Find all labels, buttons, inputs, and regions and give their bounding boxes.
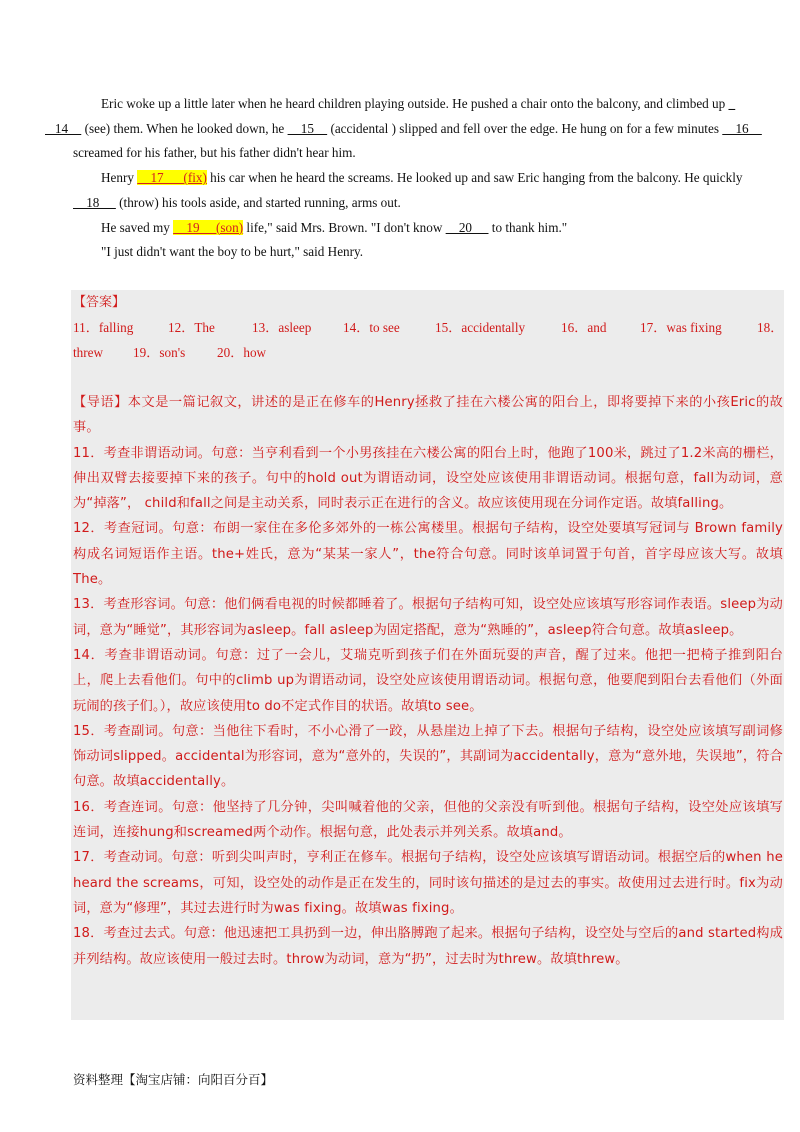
answer-16: 16．and bbox=[561, 320, 607, 336]
blank-19: 19 (son) bbox=[173, 219, 244, 235]
answer-19: 19．son's bbox=[133, 345, 186, 361]
explanation-18: 18．考查过去式。句意：他迅速把工具扔到一边，伸出胳膊跑了起来。根据句子结构，设空处与空后的and started构成并列结构。故应该使用一般过去时。throw为动词，意为“扔”，过去时为threw。故填threw。 bbox=[73, 926, 783, 967]
answer-13: 13．asleep bbox=[252, 320, 312, 336]
intro-note: 【导语】本文是一篇记叙文，讲述的是正在修车的Henry拯救了挂在六楼公寓的阳台上，即将要掉下来的小孩Eric的故事。 bbox=[73, 395, 783, 436]
answer-15: 15．accidentally bbox=[435, 320, 526, 336]
answer-row-1 bbox=[73, 315, 785, 340]
explanation-13: 13．考查形容词。句意：他们俩看电视的时候都睡着了。根据句子结构可知，设空处应该填写形容词作表语。sleep为动词，意为“睡觉”，其形容词为asleep。fall asleep为固定搭配，意为“熟睡的”，asleep符合句意。故填asleep。 bbox=[73, 597, 783, 638]
answer-18-number: 18． bbox=[757, 320, 784, 336]
blank-17: 17 (fix) bbox=[137, 170, 207, 186]
paragraph-3: He saved my 19 (son) life," said Mrs. Brown. "I don't know 20 to thank him." bbox=[101, 219, 568, 235]
blank-16: 16 bbox=[722, 120, 762, 136]
explanation-16: 16．考查连词。句意：他坚持了几分钟，尖叫喊着他的父亲，但他的父亲没有听到他。根据句子结构，设空处应该填写连词，连接hung和screamed两个动作。根据句意，此处表示并列关系。故填and。 bbox=[73, 799, 783, 841]
paragraph-1: Eric woke up a little later when he heard children playing outside. He pushed a chair onto the balcony, and climbed up _ 14 (see) them. When he looked down, he 15 (accidental ) slipped and fell over the edge. He hung on for a few minutes 16 screamed for his father, but his father didn't hear him. bbox=[45, 96, 762, 161]
answer-row-2 bbox=[73, 340, 785, 365]
explanation-12: 12．考查冠词。句意：布朗一家住在多伦多郊外的一栋公寓楼里。根据句子结构，设空处要填写冠词与 Brown family 构成名词短语作主语。the+姓氏，意为“某某一家人”，the符合句意。同时该单词置于句首，首字母应该大写。故填The。 bbox=[73, 521, 783, 588]
blank-20: 20 bbox=[445, 219, 489, 235]
paragraph-4: "I just didn't want the boy to be hurt," said Henry. bbox=[101, 244, 364, 260]
passage bbox=[45, 92, 783, 265]
explanation-14: 14．考查非谓语动词。句意：过了一会儿，艾瑞克听到孩子们在外面玩耍的声音，醒了过来。他把一把椅子推到阳台上，爬上去看他们。句中的climb up为谓语动词，设空处应该使用谓语动词。根据句意，他要爬到阳台去看他们（外面玩闹的孩子们。），故应该使用to do不定式作目的状语。故填to see。 bbox=[73, 647, 783, 714]
answer-14: 14．to see bbox=[343, 320, 400, 336]
explanation-17: 17．考查动词。句意：听到尖叫声时，亨利正在修车。根据句子结构，设空处应该填写谓语动词。根据空后的when he heard the screams，可知，设空处的动作是正在发生的，同时该句描述的是过去的事实。故使用过去进行时。fix为动词，意为“修理”，其过去进行时为was fixing。故填was fixing。 bbox=[73, 850, 783, 916]
answer-11: 11．falling bbox=[73, 320, 134, 336]
answer-18-value: threw bbox=[73, 345, 104, 361]
blank-15: 15 bbox=[287, 120, 328, 136]
explanation-11: 11．考查非谓语动词。句意：当亨利看到一个小男孩挂在六楼公寓的阳台上时，他跑了100米，跳过了1.2米高的栅栏，伸出双臂去接要掉下来的孩子。句中的hold out为谓语动词，设空处应该使用非谓语动词。根据句意，fall为动词，意为“掉落”， child和fall之间是主动关系，同时表示正在进行的含义。故应该使用现在分词作定语。故填falling。 bbox=[73, 445, 783, 512]
blank-18: 18 bbox=[73, 194, 116, 210]
footer-source: 资料整理【淘宝店铺：向阳百分百】 bbox=[73, 1072, 274, 1087]
answer-section bbox=[73, 290, 785, 366]
answer-12: 12．The bbox=[168, 320, 215, 336]
answer-20: 20．how bbox=[217, 345, 267, 361]
blank-14: _ bbox=[728, 96, 736, 111]
answer-label: 【答案】 bbox=[73, 295, 126, 310]
explanations bbox=[73, 390, 783, 972]
blank-14-num: 14 bbox=[45, 120, 82, 136]
answer-17: 17．was fixing bbox=[640, 320, 722, 336]
paragraph-2: Henry 17 (fix) his car when he heard the screams. He looked up and saw Eric hanging from the balcony. He quickly 18 (throw) his tools aside, and started running, arms out. bbox=[73, 170, 743, 210]
explanation-15: 15．考查副词。句意：当他往下看时，不小心滑了一跤，从悬崖边上掉了下去。根据句子结构，设空处应该填写副词修饰动词slipped。accidental为形容词，意为“意外的，失误的”，其副词为accidentally，意为“意外地，失误地”，符合句意。故填accidentally。 bbox=[73, 723, 783, 790]
